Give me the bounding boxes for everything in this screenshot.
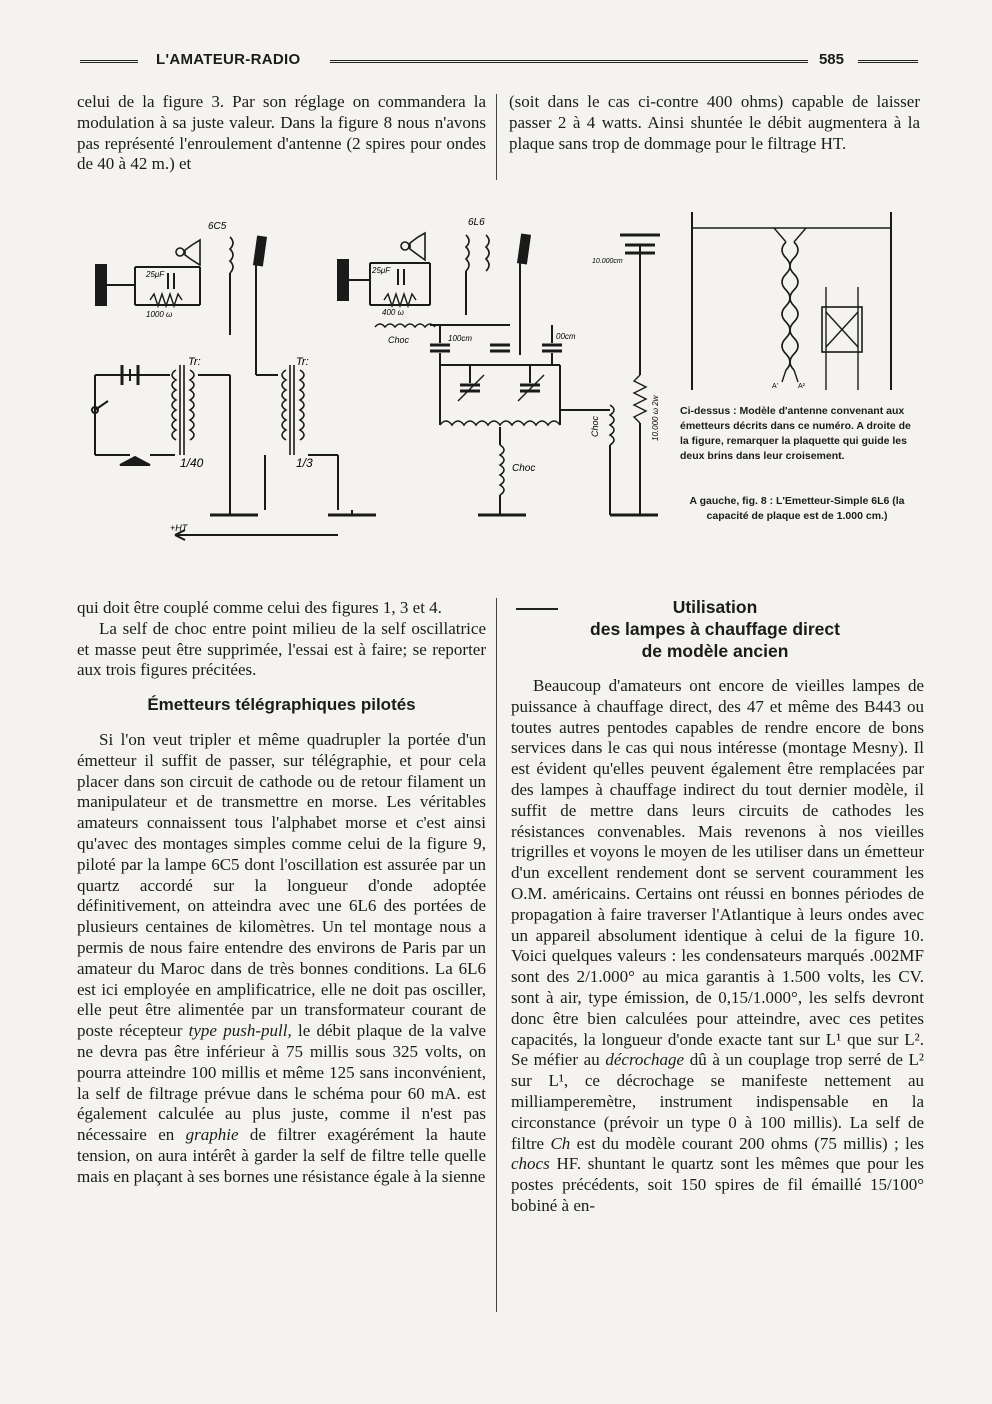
right-column: [511, 676, 924, 1217]
label-c00: 00cm: [556, 332, 576, 341]
heading-line-2: des lampes à chauffage direct: [590, 619, 840, 639]
label-6l6: 6L6: [468, 217, 485, 228]
left-p3-part-b: le débit plaque de la valve ne devra pas être inférieur à 75 millis sous 325 volts, on pourra atteindre 100 millis et même 125 sans inconvénient, la self de filtrage prévue dans le schéma pour 60 mA. est également calculée au plus juste, comme il n'est pas nécessaire en: [77, 1021, 487, 1145]
label-choc-2: Choc: [512, 463, 536, 474]
label-c10000: 10.000cm: [592, 258, 623, 265]
heading-line-1: Utilisation: [672, 597, 758, 617]
right-p1-italic-decrochage: décrochage: [605, 1050, 685, 1070]
label-a2: A²: [798, 383, 805, 390]
column-divider-bottom: [496, 598, 497, 1312]
header-rule-right: [858, 60, 918, 63]
top-left-paragraph: [77, 92, 486, 175]
label-choc-3: Choc: [590, 415, 600, 437]
left-paragraph-3: [77, 730, 486, 1188]
left-p3-italic-pushpull: type push-pull,: [188, 1021, 292, 1041]
section-heading-utilisation: [510, 596, 920, 662]
label-c100: 100cm: [448, 334, 473, 343]
label-cap-25b: 25μF: [372, 266, 391, 275]
column-divider-top: [496, 94, 497, 180]
running-header: [80, 50, 918, 72]
page-number: 585: [818, 51, 844, 68]
top-left-text: celui de la figure 3. Par son réglage on commandera la modulation à sa juste valeur. Dans la figure 8 nous n'avons pas représenté l'enroulement d'antenne (2 spires pour ondes de 40 à 42 m.) et: [77, 92, 486, 174]
left-p3-italic-graphie: graphie: [185, 1125, 239, 1145]
label-a1: A': [772, 383, 779, 390]
left-p3-part-a: Si l'on veut tripler et même quadrupler la portée d'un émetteur il suffit de passer, sur télégraphie, et pour cela placer dans son circuit de cathode ou de retour filament un manipulateur et de transmettre en morse. Les véritables amateurs connaissent tous l'alphabet morse et c'est ainsi qu'avec des montages simples comme celui de la figure 9, piloté par la lampe 6C5 dont l'oscillation est assurée par un quartz accordé sur la longueur d'onde adoptée définitivement, on atteindra avec une 6L6 des portées de plusieurs centaines de kilomètres. Un tel montage nous a permis de nous faire entendre des environs de Paris par un amateur du Maroc dans de très bonnes conditions. La 6L6 est ici employée en amplificatrice, elle ne doit pas osciller, elle peut être alimentée par un transformateur courant de poste récepteur: [77, 729, 486, 1041]
label-r400: 400 ω: [382, 308, 404, 317]
caption-fig8: A gauche, fig. 8 : L'Emetteur-Simple 6L6 (la capacité de plaque est de 1.000 cm.): [689, 495, 905, 522]
right-p1-part-a: Beaucoup d'amateurs ont encore de vieilles lampes de puissance à chauffage direct, des 47 et même des B443 ou toutes autres pentodes capables de rendre encore de bons services dans le cas qui nous intéresse (montage Mesny). Il est évident qu'elles peuvent également être remplacées par des lampes à chauffage indirect du tout dernier modèle, il suffit de mettre dans leurs circuits de cathodes les résistances convenables. Mais revenons à nos vieilles trigrilles et voyons le moyen de les utiliser dans un émetteur d'un excellent rendement dont se servent couramment les O.M. américains. Certains ont réussi en bonnes périodes de propagation à faire traverser l'Atlantique à leurs ondes avec un appareil absolument identique à celui de la figure 10. Voici quelques valeurs : les condensateurs marqués .002MF sont des 2/1.000° au mica garantis à 1.500 volts, les CV. sont à air, type émission, de 0,15/1.000°, les selfs devront donc être bien calculées pour atteindre, avec ces petites capacités, la longueur d'onde exacte tant sur L¹ que sur L². Se méfier au: [511, 676, 924, 1070]
right-p1-part-d: HF. shuntant le quartz sont les mêmes que pour les postes précédents, soit 150 spires de fil émaillé 15/100° bobiné à en-: [511, 1154, 924, 1215]
top-right-paragraph: [509, 92, 920, 154]
right-p1-part-c: est du modèle courant 200 ohms (75 millis) ; les: [576, 1133, 925, 1153]
label-choc-1: Choc: [388, 335, 410, 345]
left-paragraph-1: qui doit être couplé comme celui des figures 1, 3 et 4.: [77, 598, 442, 617]
right-paragraph-1: [511, 676, 924, 1217]
section-heading-telegraphic: Émetteurs télégraphiques pilotés: [147, 695, 416, 715]
left-paragraph-2: La self de choc entre point milieu de la self oscillatrice et masse peut être supprimée, l'essai est à faire; se reporter aux trois figures précitées.: [77, 618, 486, 680]
left-p3-part-c: de filtrer exagérément la haute tension, on aura intérêt à garder la self de filtre telle quelle mais en plaçant à ses bornes une résistance égale à la sienne: [77, 1125, 487, 1186]
left-column: [77, 598, 486, 1188]
right-p1-italic-ch: Ch: [550, 1133, 571, 1153]
top-right-text: (soit dans le cas ci-contre 400 ohms) capable de laisser passer 2 à 4 watts. Ainsi shuntée le débit augmentera à la plaque sans trop de dommage pour le filtrage HT.: [509, 92, 920, 153]
label-cap-25a: 25μF: [146, 270, 165, 279]
label-r1000: 1000 ω: [146, 310, 173, 319]
label-ht: +HT: [170, 523, 188, 533]
label-ratio-2: 1/3: [296, 456, 313, 470]
label-6c5: 6C5: [208, 221, 227, 232]
caption-antenna: Ci-dessus : Modèle d'antenne convenant aux émetteurs décrits dans ce numéro. A droite de la figure, remarquer la plaquette qui guide les deux brins dans leur croisement.: [680, 405, 911, 462]
ground-plate-1: [96, 265, 106, 305]
header-rule-left: [80, 60, 138, 63]
antenna-diagram: [686, 212, 906, 392]
label-tr-1: Tr:: [188, 356, 201, 368]
label-r10000: 10.000 ω 2w: [651, 395, 660, 441]
heading-line-3: de modèle ancien: [641, 641, 789, 661]
right-p1-italic-chocs: chocs: [511, 1154, 550, 1174]
heading-dash: [516, 608, 558, 610]
label-tr-2: Tr:: [296, 356, 309, 368]
publication-title: L'AMATEUR-RADIO: [156, 51, 301, 68]
header-rule-middle: [330, 60, 808, 63]
right-p1-part-b: dû à un couplage trop serré de L² sur L¹, ce décrochage se manifeste nettement au milliamperemètre, instrument indispensable en la circonstance (prévoir un type 0 à 100 millis). La self de filtre: [511, 1050, 925, 1153]
circuit-schematic: [80, 205, 670, 550]
label-ratio-1: 1/40: [180, 456, 204, 470]
